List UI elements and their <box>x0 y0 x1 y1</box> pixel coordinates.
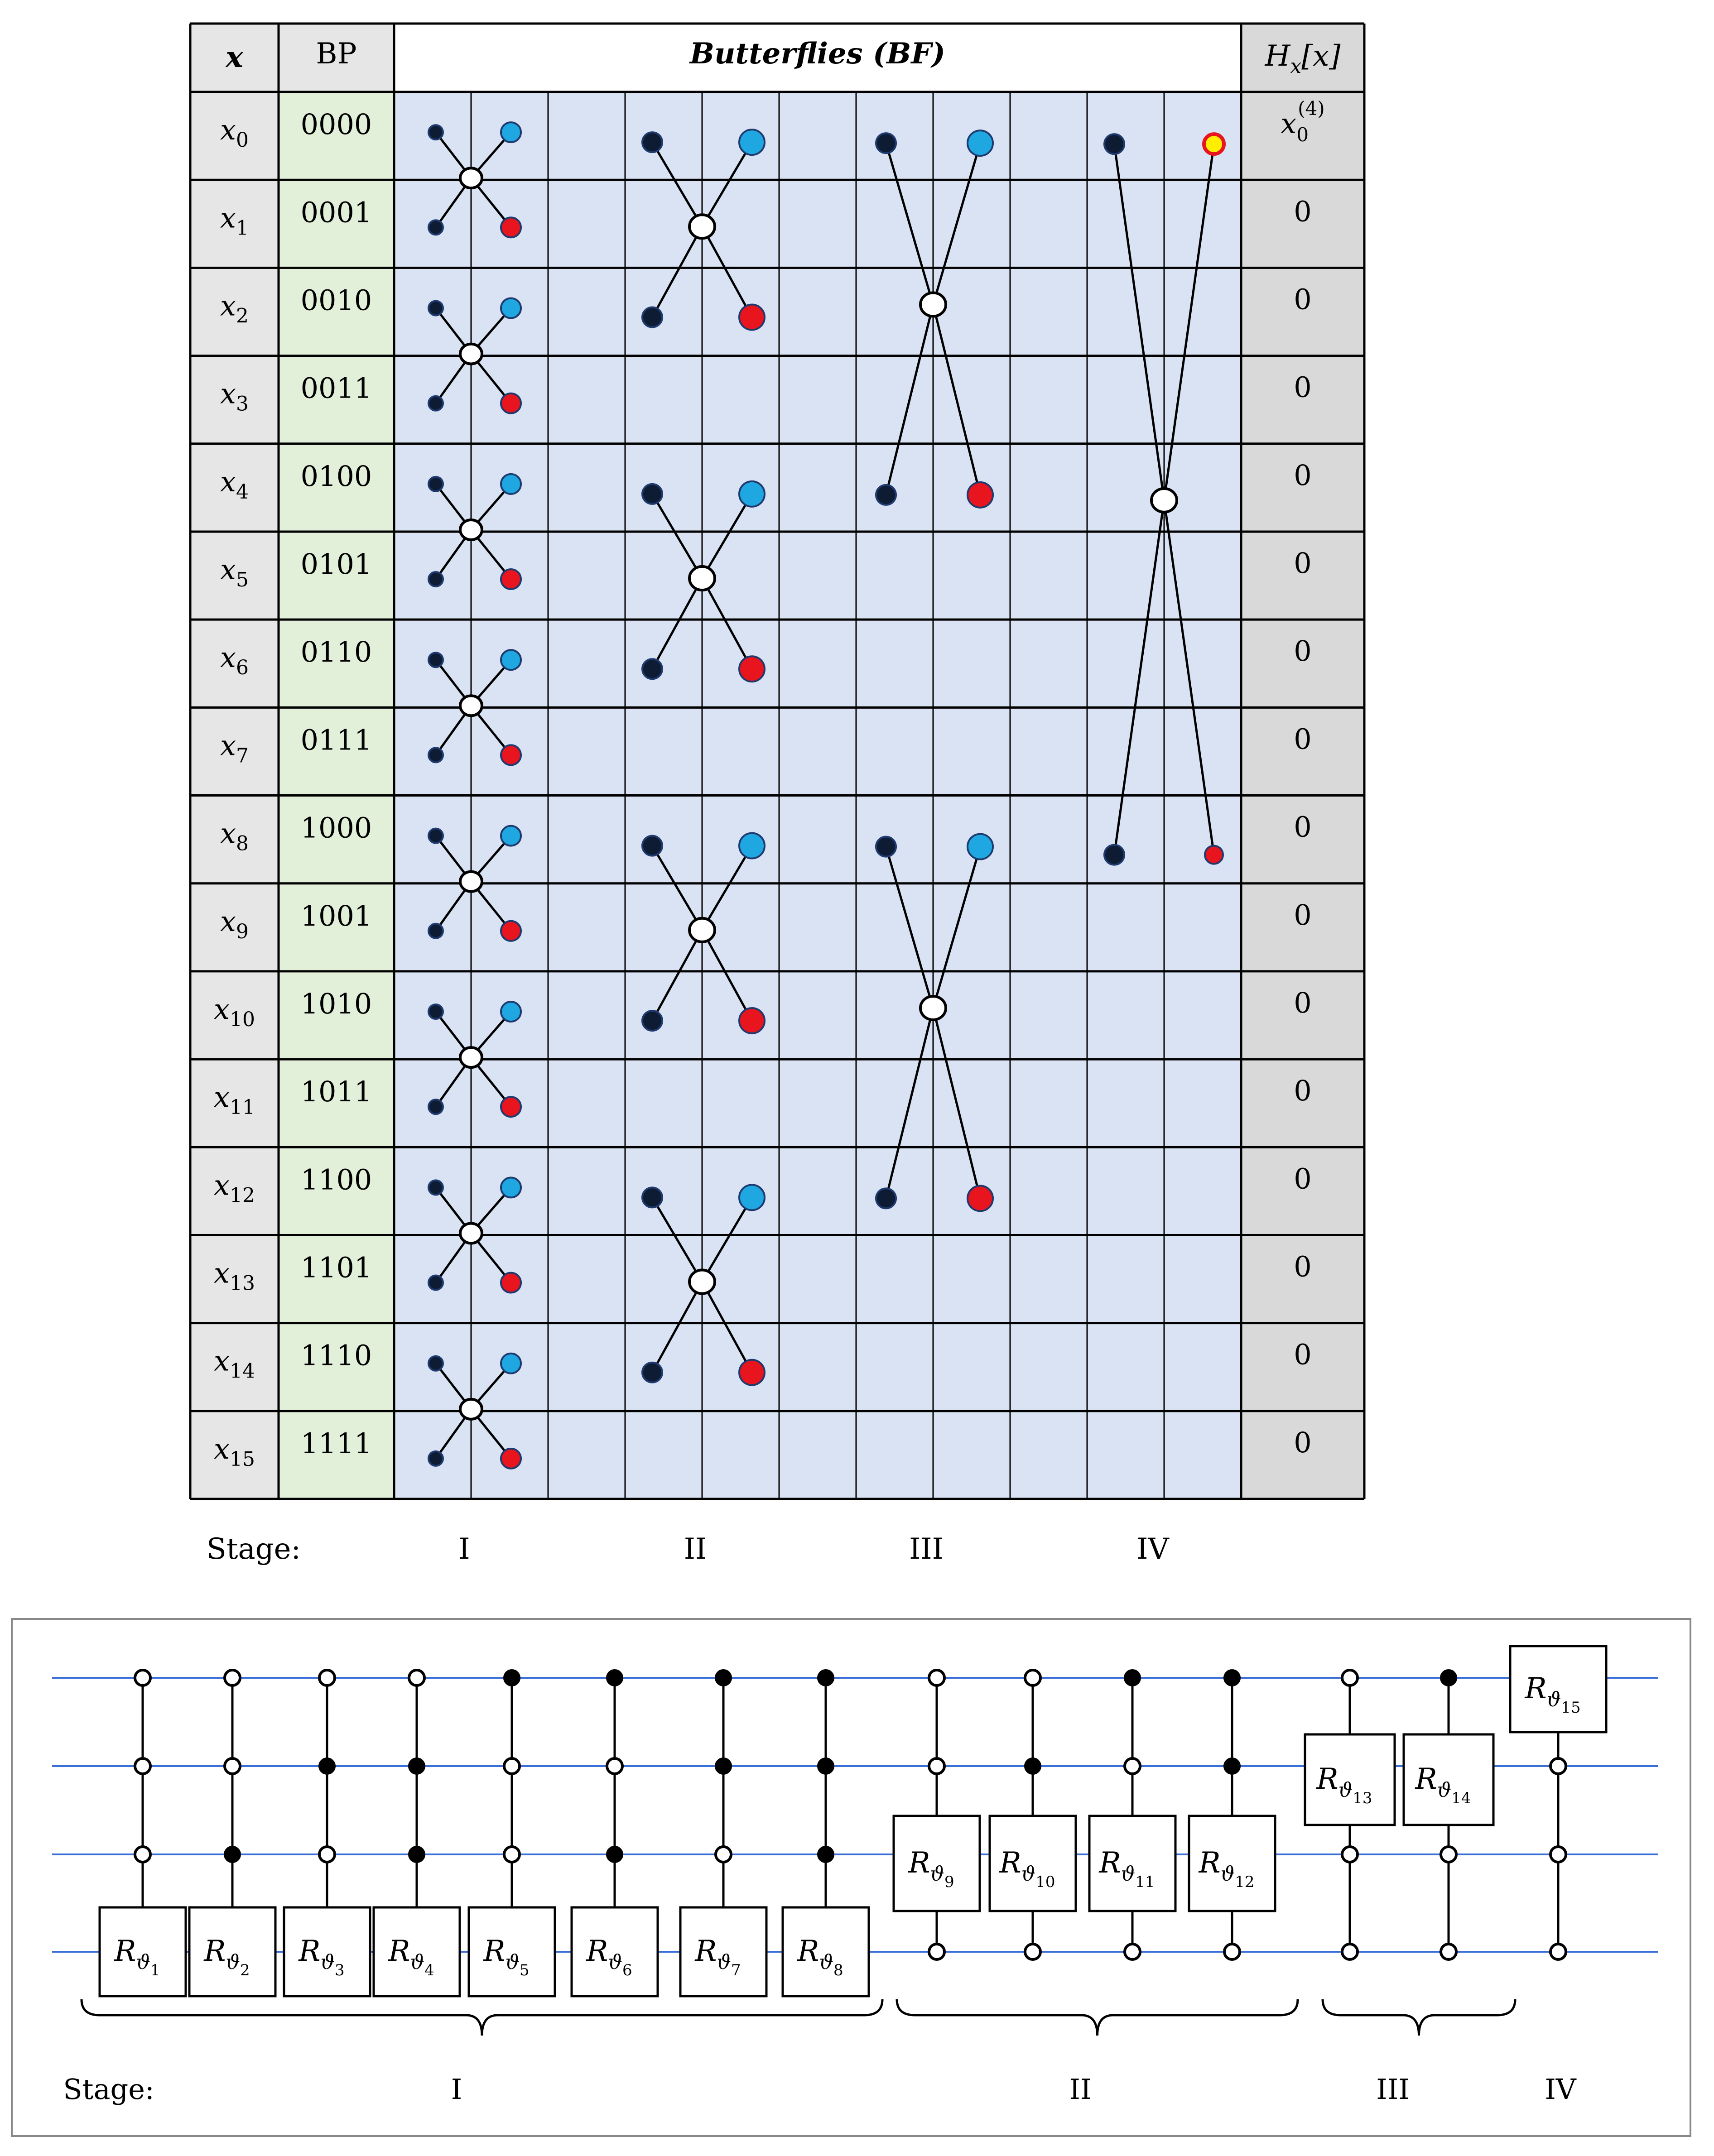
row-bp: 0101 <box>300 547 372 581</box>
dark-node <box>642 659 662 679</box>
control-open <box>504 1758 520 1774</box>
gate-label: $R_{ϑ10}$ <box>999 1846 1055 1891</box>
row-bp: 1000 <box>300 811 372 845</box>
blue-node <box>501 474 521 494</box>
dark-node <box>1104 134 1124 154</box>
row-bp: 1001 <box>300 899 372 932</box>
row-bp: 0000 <box>300 108 372 141</box>
circuit-frame <box>12 1619 1690 2136</box>
row-h-value: 0 <box>1294 547 1312 580</box>
row-bp: 1110 <box>300 1339 372 1372</box>
control-open <box>1550 1758 1566 1774</box>
control-open <box>225 1758 240 1774</box>
row-bp: 0110 <box>300 635 372 669</box>
circuit-stage-label: Stage: <box>63 2073 154 2106</box>
dark-node <box>876 133 896 153</box>
dark-node <box>428 924 443 938</box>
row-h-value: $x_0(4)$ <box>1281 97 1325 146</box>
control-open <box>716 1847 731 1862</box>
red-node <box>501 1097 521 1117</box>
table-stage-name: IV <box>1136 1532 1169 1566</box>
red-node <box>501 1449 521 1469</box>
control-open <box>607 1758 622 1774</box>
control-open <box>1550 1944 1566 1959</box>
gate-label: $R_{ϑ13}$ <box>1316 1762 1372 1807</box>
dark-node <box>642 836 662 856</box>
dark-node <box>428 1180 443 1195</box>
dark-node <box>428 829 443 843</box>
row-h-value: 0 <box>1294 1074 1312 1108</box>
row-variable: $x_3$ <box>220 377 249 416</box>
row-bp: 1101 <box>300 1251 372 1284</box>
red-node <box>968 1186 993 1211</box>
table-stage-name: II <box>684 1532 707 1566</box>
control-open <box>1441 1847 1456 1862</box>
header-butterflies: Butterflies (BF) <box>689 37 946 71</box>
dark-node <box>428 1100 443 1114</box>
row-h-value: 0 <box>1294 634 1312 668</box>
gate-label: $R_{ϑ11}$ <box>1099 1846 1155 1891</box>
circuit-stage-name: IV <box>1545 2073 1576 2106</box>
row-variable: $x_8$ <box>220 816 249 855</box>
control-filled <box>409 1847 424 1862</box>
dark-node <box>428 1356 443 1371</box>
dark-node <box>642 132 662 152</box>
control-filled <box>607 1847 622 1862</box>
bf-center-node <box>460 696 482 715</box>
butterfly-table <box>190 24 1364 1499</box>
bf-center-node <box>689 918 715 942</box>
gate-label: $R_{ϑ7}$ <box>695 1935 741 1979</box>
control-filled <box>225 1847 240 1862</box>
blue-node <box>968 834 993 860</box>
bf-center-node <box>920 293 946 316</box>
control-open <box>135 1847 150 1862</box>
row-bp: 1100 <box>300 1163 372 1196</box>
blue-node <box>739 833 765 859</box>
control-filled <box>607 1671 622 1685</box>
blue-node <box>501 1354 521 1373</box>
bf-center-node <box>460 1047 482 1067</box>
row-variable: $x_{10}$ <box>214 992 255 1031</box>
control-filled <box>1125 1671 1140 1685</box>
blue-node <box>501 298 521 318</box>
blue-node <box>968 130 993 156</box>
bf-center-node <box>460 1399 482 1419</box>
quantum-circuit <box>12 1619 1690 2136</box>
control-filled <box>716 1671 731 1685</box>
control-open <box>1550 1847 1566 1862</box>
result-node <box>1204 134 1224 154</box>
dark-node <box>876 1188 896 1208</box>
blue-node <box>501 1002 521 1022</box>
dark-node <box>876 837 896 857</box>
row-h-value: 0 <box>1294 195 1312 228</box>
row-variable: $x_2$ <box>220 289 249 328</box>
control-filled <box>1026 1759 1040 1773</box>
control-filled <box>1441 1671 1456 1685</box>
row-h-value: 0 <box>1294 1338 1312 1371</box>
control-filled <box>505 1671 519 1685</box>
control-open <box>1224 1944 1240 1959</box>
dark-node <box>428 220 443 235</box>
control-filled <box>1225 1759 1239 1773</box>
red-node <box>739 1360 765 1385</box>
bf-center-node <box>689 215 715 238</box>
red-node <box>501 1273 521 1293</box>
control-open <box>319 1847 335 1862</box>
dark-node <box>642 1011 662 1031</box>
table-stage-name: I <box>458 1532 470 1566</box>
blue-node <box>739 130 765 155</box>
row-bp: 0111 <box>300 723 372 757</box>
control-open <box>929 1758 944 1774</box>
control-open <box>225 1670 240 1685</box>
row-h-value: 0 <box>1294 370 1312 404</box>
row-bp: 1011 <box>300 1075 372 1109</box>
dark-node <box>428 396 443 411</box>
control-open <box>409 1670 424 1685</box>
row-variable: $x_9$ <box>220 904 249 943</box>
gate-label: $R_{ϑ3}$ <box>299 1935 345 1979</box>
row-h-value: 0 <box>1294 722 1312 756</box>
bf-center-node <box>460 520 482 540</box>
row-h-value: 0 <box>1294 810 1312 844</box>
control-open <box>135 1670 150 1685</box>
table-stage-labels <box>207 1532 1170 1566</box>
row-h-value: 0 <box>1294 283 1312 316</box>
bf-center-node <box>689 567 715 590</box>
gate-label: $R_{ϑ4}$ <box>388 1935 434 1979</box>
header-hx: $H_x[x]$ <box>1265 39 1341 78</box>
circuit-stage-name: I <box>451 2073 462 2106</box>
control-open <box>504 1847 520 1862</box>
control-filled <box>716 1759 731 1773</box>
red-node <box>739 304 765 330</box>
control-open <box>135 1758 150 1774</box>
table-stage-label: Stage: <box>206 1532 301 1566</box>
header-bp: BP <box>316 37 357 71</box>
control-open <box>929 1944 944 1959</box>
bf-center-node <box>460 168 482 188</box>
blue-node <box>501 122 521 142</box>
red-node <box>501 569 521 589</box>
row-bp: 0001 <box>300 196 372 229</box>
control-filled <box>818 1671 833 1685</box>
row-variable: $x_{12}$ <box>214 1168 255 1207</box>
row-h-value: 0 <box>1294 898 1312 932</box>
row-variable: $x_{11}$ <box>214 1080 255 1119</box>
red-node <box>968 482 993 508</box>
dark-node <box>428 125 443 139</box>
control-filled <box>1225 1671 1239 1685</box>
dark-node <box>642 484 662 504</box>
red-node <box>501 394 521 413</box>
control-filled <box>409 1759 424 1773</box>
red-node <box>739 1008 765 1033</box>
control-open <box>1342 1847 1358 1862</box>
dark-node <box>428 1276 443 1290</box>
gate-label: $R_{ϑ15}$ <box>1525 1672 1581 1717</box>
circuit-stage-name: II <box>1069 2073 1092 2106</box>
dark-node <box>1104 845 1124 865</box>
control-open <box>1342 1944 1358 1959</box>
control-filled <box>818 1759 833 1773</box>
dark-node <box>642 1363 662 1383</box>
dark-node <box>428 301 443 315</box>
blue-node <box>501 826 521 846</box>
red-node <box>501 921 521 941</box>
gate-label: $R_{ϑ5}$ <box>483 1935 530 1979</box>
dark-node <box>428 1451 443 1466</box>
gate-label: $R_{ϑ6}$ <box>586 1935 632 1979</box>
control-open <box>1342 1670 1358 1685</box>
row-bp: 0011 <box>300 371 372 405</box>
bf-center-node <box>460 344 482 364</box>
blue-node <box>501 1177 521 1197</box>
blue-node <box>739 1185 765 1210</box>
blue-node <box>739 481 765 507</box>
circuit-stage-name: III <box>1376 2073 1410 2106</box>
control-open <box>929 1670 944 1685</box>
blue-node <box>501 650 521 670</box>
bf-center-node <box>920 996 946 1020</box>
control-filled <box>320 1759 334 1773</box>
row-variable: $x_5$ <box>220 553 249 592</box>
gate-label: $R_{ϑ8}$ <box>797 1935 843 1979</box>
row-variable: $x_1$ <box>220 201 249 240</box>
red-node <box>739 656 765 682</box>
row-bp: 0010 <box>300 283 372 317</box>
gate-label: $R_{ϑ14}$ <box>1415 1762 1471 1807</box>
gate-label: $R_{ϑ12}$ <box>1199 1846 1255 1891</box>
bf-center-node <box>460 1223 482 1243</box>
header-x: x <box>226 40 243 74</box>
control-open <box>1441 1944 1456 1959</box>
control-filled <box>818 1847 833 1862</box>
row-h-value: 0 <box>1294 1426 1312 1459</box>
dark-node <box>642 307 662 327</box>
bf-center-node <box>689 1270 715 1294</box>
row-h-value: 0 <box>1294 1250 1312 1283</box>
gate-label: $R_{ϑ2}$ <box>204 1935 250 1979</box>
dark-node <box>428 748 443 762</box>
red-node <box>1205 846 1223 864</box>
control-open <box>1125 1944 1140 1959</box>
row-variable: $x_6$ <box>220 641 249 680</box>
gate-label: $R_{ϑ9}$ <box>908 1846 954 1891</box>
row-variable: $x_{13}$ <box>214 1256 255 1295</box>
row-variable: $x_4$ <box>220 465 249 504</box>
bf-center-node <box>1151 489 1177 512</box>
row-variable: $x_0$ <box>220 113 249 152</box>
row-bp: 0100 <box>300 459 372 493</box>
gate-label: $R_{ϑ1}$ <box>114 1935 160 1979</box>
control-open <box>1125 1758 1140 1774</box>
row-variable: $x_{15}$ <box>214 1432 255 1471</box>
row-h-value: 0 <box>1294 986 1312 1019</box>
dark-node <box>428 1004 443 1019</box>
dark-node <box>876 485 896 505</box>
row-h-value: 0 <box>1294 1162 1312 1196</box>
row-variable: $x_{14}$ <box>214 1344 255 1383</box>
row-h-value: 0 <box>1294 458 1312 492</box>
red-node <box>501 217 521 237</box>
dark-node <box>642 1187 662 1207</box>
table-stage-name: III <box>909 1532 944 1566</box>
dark-node <box>428 653 443 667</box>
dark-node <box>428 477 443 491</box>
control-open <box>1025 1944 1040 1959</box>
red-node <box>501 745 521 765</box>
control-open <box>1025 1670 1040 1685</box>
dark-node <box>428 572 443 586</box>
row-bp: 1010 <box>300 987 372 1020</box>
control-open <box>319 1670 335 1685</box>
bf-center-node <box>460 872 482 892</box>
row-bp: 1111 <box>300 1426 372 1460</box>
row-variable: $x_7$ <box>220 729 249 768</box>
